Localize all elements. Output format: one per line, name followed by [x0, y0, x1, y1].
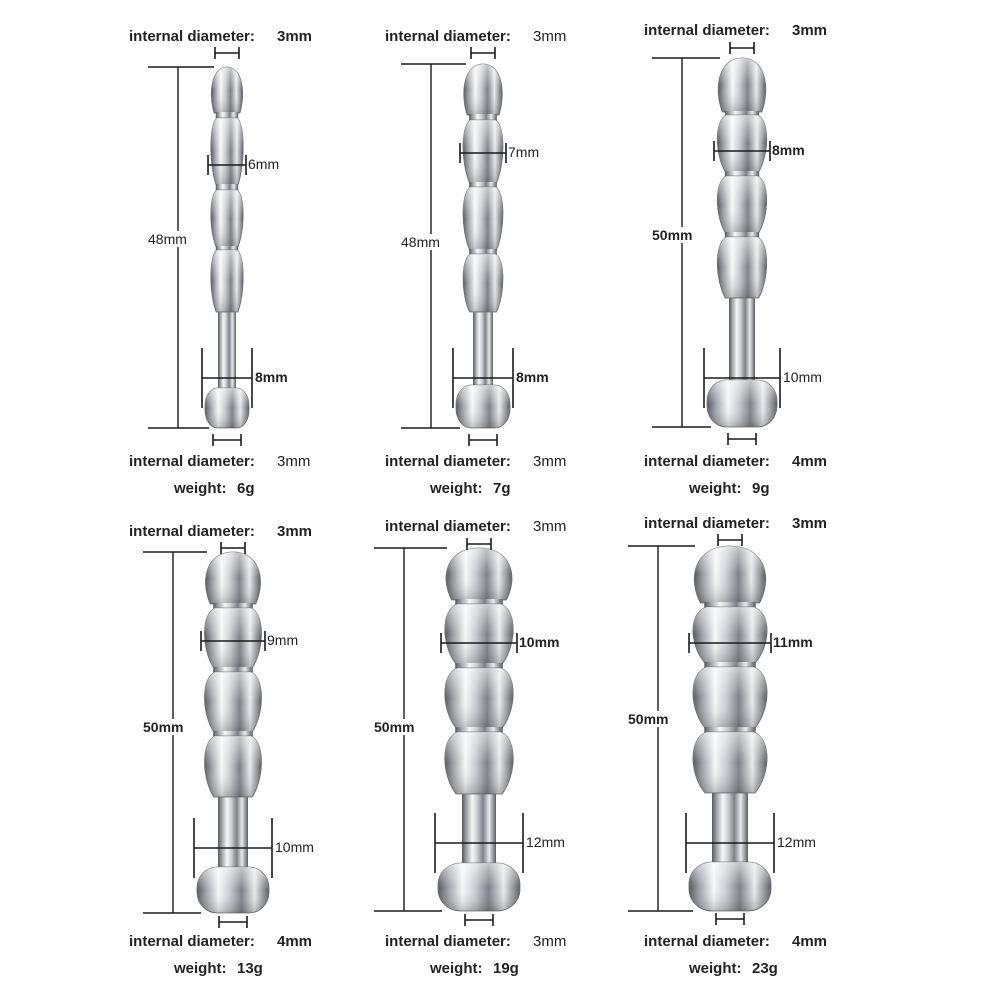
top-internal-diameter-value: 3mm — [533, 28, 567, 45]
weight-value: 23g — [752, 960, 778, 977]
bead-2-shade — [205, 608, 262, 668]
bead-width-value: 8mm — [772, 142, 805, 158]
base-shade — [689, 862, 771, 911]
bottom-internal-diameter-label: internal diameter: — [129, 933, 255, 950]
weight-value: 19g — [493, 960, 519, 977]
top-internal-diameter-mark — [718, 534, 742, 546]
bead-2-shade — [463, 120, 503, 183]
bead-4-shade — [445, 732, 513, 794]
bead-width-value: 10mm — [519, 634, 560, 650]
base-width-value: 10mm — [783, 369, 822, 385]
top-internal-diameter-label: internal diameter: — [129, 523, 255, 540]
base-width-value: 8mm — [255, 369, 288, 385]
length-value: 50mm — [374, 719, 415, 735]
top-internal-diameter-value: 3mm — [533, 518, 567, 535]
stem — [712, 789, 748, 866]
bead-4-shade — [211, 250, 243, 312]
stem — [218, 308, 236, 392]
bead-1-shade — [446, 548, 512, 600]
weight-value: 6g — [237, 480, 255, 497]
bottom-internal-diameter-mark — [728, 433, 756, 445]
base-shade — [438, 863, 520, 911]
bead-3-shade — [211, 190, 243, 247]
bottom-internal-diameter-value: 4mm — [277, 933, 313, 950]
bottom-internal-diameter-value: 4mm — [792, 933, 828, 950]
top-internal-diameter-value: 3mm — [277, 523, 313, 540]
bead-3-shade — [445, 668, 513, 728]
top-internal-diameter-label: internal diameter: — [644, 515, 770, 532]
bottom-internal-diameter-label: internal diameter: — [644, 933, 770, 950]
base-shade — [456, 385, 510, 428]
base-width-value: 12mm — [777, 834, 816, 850]
base-width-value: 8mm — [516, 369, 549, 385]
weight-label: weight: — [430, 960, 483, 977]
top-internal-diameter-label: internal diameter: — [644, 22, 770, 39]
bead-width-value: 11mm — [773, 634, 813, 650]
bottom-internal-diameter-value: 3mm — [533, 933, 567, 950]
stem — [218, 793, 248, 871]
length-value: 50mm — [652, 227, 693, 243]
bead-4-shade — [693, 732, 767, 793]
bottom-internal-diameter-value: 3mm — [533, 453, 567, 470]
top-internal-diameter-mark — [730, 42, 754, 54]
bottom-internal-diameter-label: internal diameter: — [385, 933, 511, 950]
stem — [462, 790, 496, 867]
base-shade — [205, 388, 249, 428]
bead-1-shade — [718, 58, 766, 112]
bead-2-shade — [717, 115, 766, 172]
bottom-internal-diameter-mark — [465, 914, 493, 926]
weight-label: weight: — [174, 960, 227, 977]
bead-width-value: 6mm — [248, 156, 280, 172]
product-6 — [628, 534, 774, 925]
bead-3-shade — [693, 667, 767, 728]
bottom-internal-diameter-label: internal diameter: — [644, 453, 770, 470]
bottom-internal-diameter-value: 4mm — [792, 453, 828, 470]
length-value: 50mm — [628, 711, 669, 727]
bead-3-shade — [205, 672, 262, 732]
length-dimension — [148, 67, 214, 428]
bead-width-value: 7mm — [508, 144, 540, 160]
weight-value: 13g — [237, 960, 263, 977]
top-internal-diameter-value: 3mm — [277, 28, 313, 45]
bead-3-shade — [717, 176, 766, 233]
bead-1-shade — [464, 64, 502, 115]
bead-4-shade — [205, 736, 262, 797]
bead-2-shade — [211, 118, 243, 185]
bead-width-value: 9mm — [267, 632, 299, 648]
top-internal-diameter-value: 3mm — [792, 22, 828, 39]
weight-value: 7g — [493, 480, 511, 497]
weight-label: weight: — [689, 480, 742, 497]
top-internal-diameter-mark — [471, 47, 495, 59]
bead-3-shade — [463, 187, 503, 250]
bead-2-shade — [445, 604, 513, 664]
stem — [473, 308, 493, 389]
bottom-internal-diameter-value: 3mm — [277, 453, 311, 470]
weight-label: weight: — [174, 480, 227, 497]
bottom-internal-diameter-mark — [469, 434, 497, 446]
top-internal-diameter-label: internal diameter: — [385, 518, 511, 535]
bead-4-shade — [717, 237, 766, 298]
stem — [729, 294, 755, 384]
bead-4-shade — [463, 254, 503, 312]
length-value: 50mm — [143, 719, 184, 735]
weight-label: weight: — [430, 480, 483, 497]
base-width-value: 10mm — [275, 839, 314, 855]
base-width-value: 12mm — [526, 834, 565, 850]
length-dimension — [628, 546, 695, 911]
bottom-internal-diameter-mark — [716, 913, 744, 925]
length-value: 48mm — [401, 234, 440, 250]
length-value: 48mm — [148, 231, 187, 247]
bottom-internal-diameter-label: internal diameter: — [129, 453, 255, 470]
product-4 — [143, 542, 272, 928]
base-shade — [197, 867, 269, 913]
product-3 — [652, 42, 780, 445]
bottom-internal-diameter-label: internal diameter: — [385, 453, 511, 470]
bottom-internal-diameter-mark — [213, 434, 241, 446]
weight-label: weight: — [689, 960, 742, 977]
top-internal-diameter-mark — [215, 47, 239, 59]
bead-1-shade — [211, 67, 242, 113]
weight-value: 9g — [752, 480, 770, 497]
bead-2-shade — [693, 607, 767, 663]
top-internal-diameter-label: internal diameter: — [129, 28, 255, 45]
bead-1-shade — [206, 552, 261, 604]
bead-1-shade — [694, 546, 765, 603]
base-shade — [707, 380, 777, 427]
bottom-internal-diameter-mark — [219, 916, 247, 928]
top-internal-diameter-value: 3mm — [792, 515, 828, 532]
top-internal-diameter-label: internal diameter: — [385, 28, 511, 45]
